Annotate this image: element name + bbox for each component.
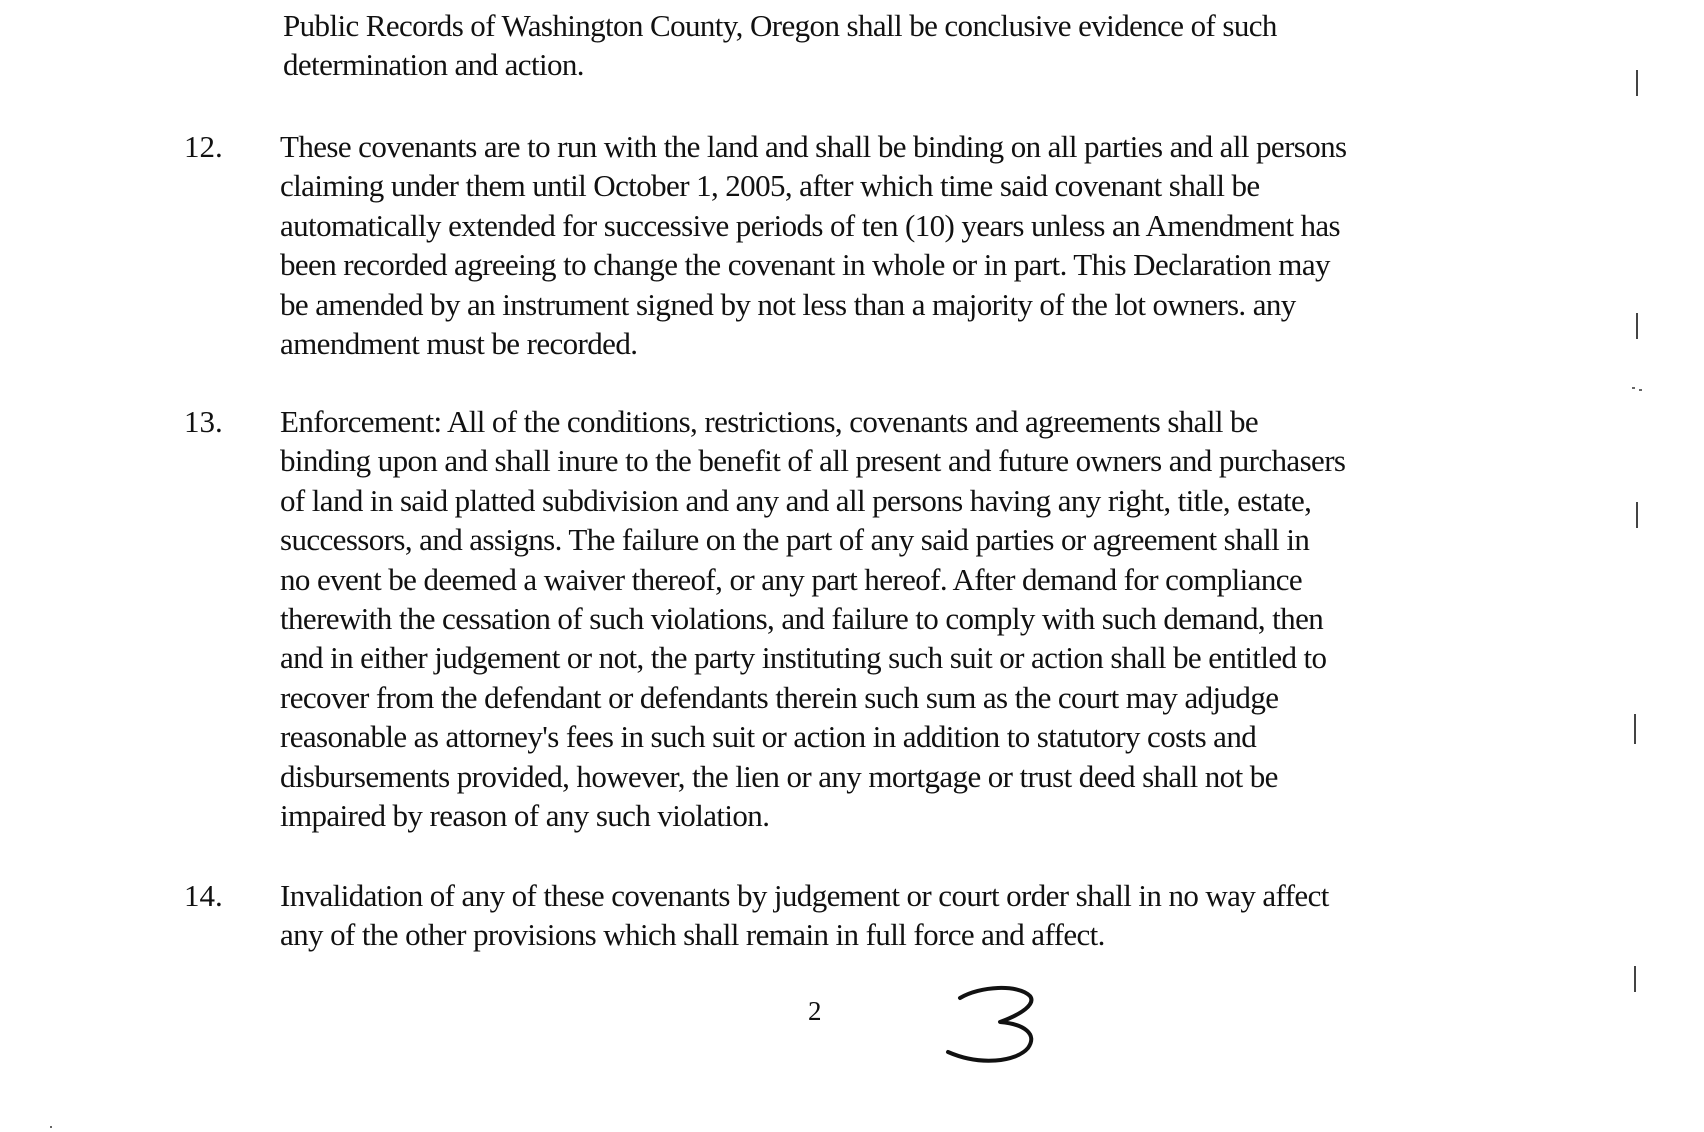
text-line: any of the other provisions which shall remain in full force and affect. [280, 917, 1105, 953]
section-number: 14. [184, 878, 223, 913]
margin-tick [1636, 313, 1638, 339]
text-line: Enforcement: All of the conditions, restrictions, covenants and agreements shall be [280, 404, 1259, 439]
margin-speck [1639, 389, 1642, 391]
handwritten-page-number [940, 980, 1050, 1070]
text-line: Invalidation of any of these covenants by judgement or court order shall in no way affect [280, 878, 1329, 913]
text-line: binding upon and shall inure to the benefit of all present and future owners and purchasers [280, 443, 1346, 479]
margin-speck [1632, 387, 1635, 389]
text-line: of land in said platted subdivision and any and all persons having any right, title, estate, [280, 482, 1312, 518]
text-line: These covenants are to run with the land and shall be binding on all parties and all persons [280, 129, 1347, 164]
text-line: successors, and assigns. The failure on the part of any said parties or agreement shall in [280, 522, 1310, 558]
section-number: 13. [184, 404, 223, 439]
handwritten-stroke [948, 988, 1031, 1061]
text-line: therewith the cessation of such violations, and failure to comply with such demand, then [280, 601, 1324, 637]
section-number: 12. [184, 129, 223, 164]
margin-tick [1636, 502, 1638, 528]
margin-tick [1634, 966, 1636, 992]
text-line: recover from the defendant or defendants therein such sum as the court may adjudge [280, 679, 1279, 715]
margin-tick [1634, 714, 1636, 744]
text-line: automatically extended for successive periods of ten (10) years unless an Amendment has [280, 207, 1341, 243]
text-line: determination and action. [283, 47, 584, 82]
text-line: be amended by an instrument signed by not less than a majority of the lot owners. any [280, 286, 1296, 322]
page-number: 2 [808, 996, 822, 1026]
text-line: reasonable as attorney's fees in such suit or action in addition to statutory costs and [280, 719, 1257, 755]
text-line: disbursements provided, however, the lien or any mortgage or trust deed shall not be [280, 758, 1278, 794]
corner-speck [50, 1126, 52, 1128]
section-text [280, 402, 1460, 835]
text-line: no event be deemed a waiver thereof, or any part hereof. After demand for compliance [280, 561, 1303, 597]
text-line: amendment must be recorded. [280, 326, 638, 362]
text-line: been recorded agreeing to change the covenant in whole or in part. This Declaration may [280, 247, 1330, 283]
text-line: and in either judgement or not, the party instituting such suit or action shall be entitled to [280, 640, 1327, 676]
section-text [280, 127, 1460, 363]
continued-paragraph [283, 6, 1463, 84]
text-line: claiming under them until October 1, 2005, after which time said covenant shall be [280, 168, 1260, 204]
section-text [280, 876, 1460, 955]
margin-tick [1636, 70, 1638, 96]
text-line: Public Records of Washington County, Oregon shall be conclusive evidence of such [283, 8, 1277, 43]
text-line: impaired by reason of any such violation. [280, 798, 770, 834]
